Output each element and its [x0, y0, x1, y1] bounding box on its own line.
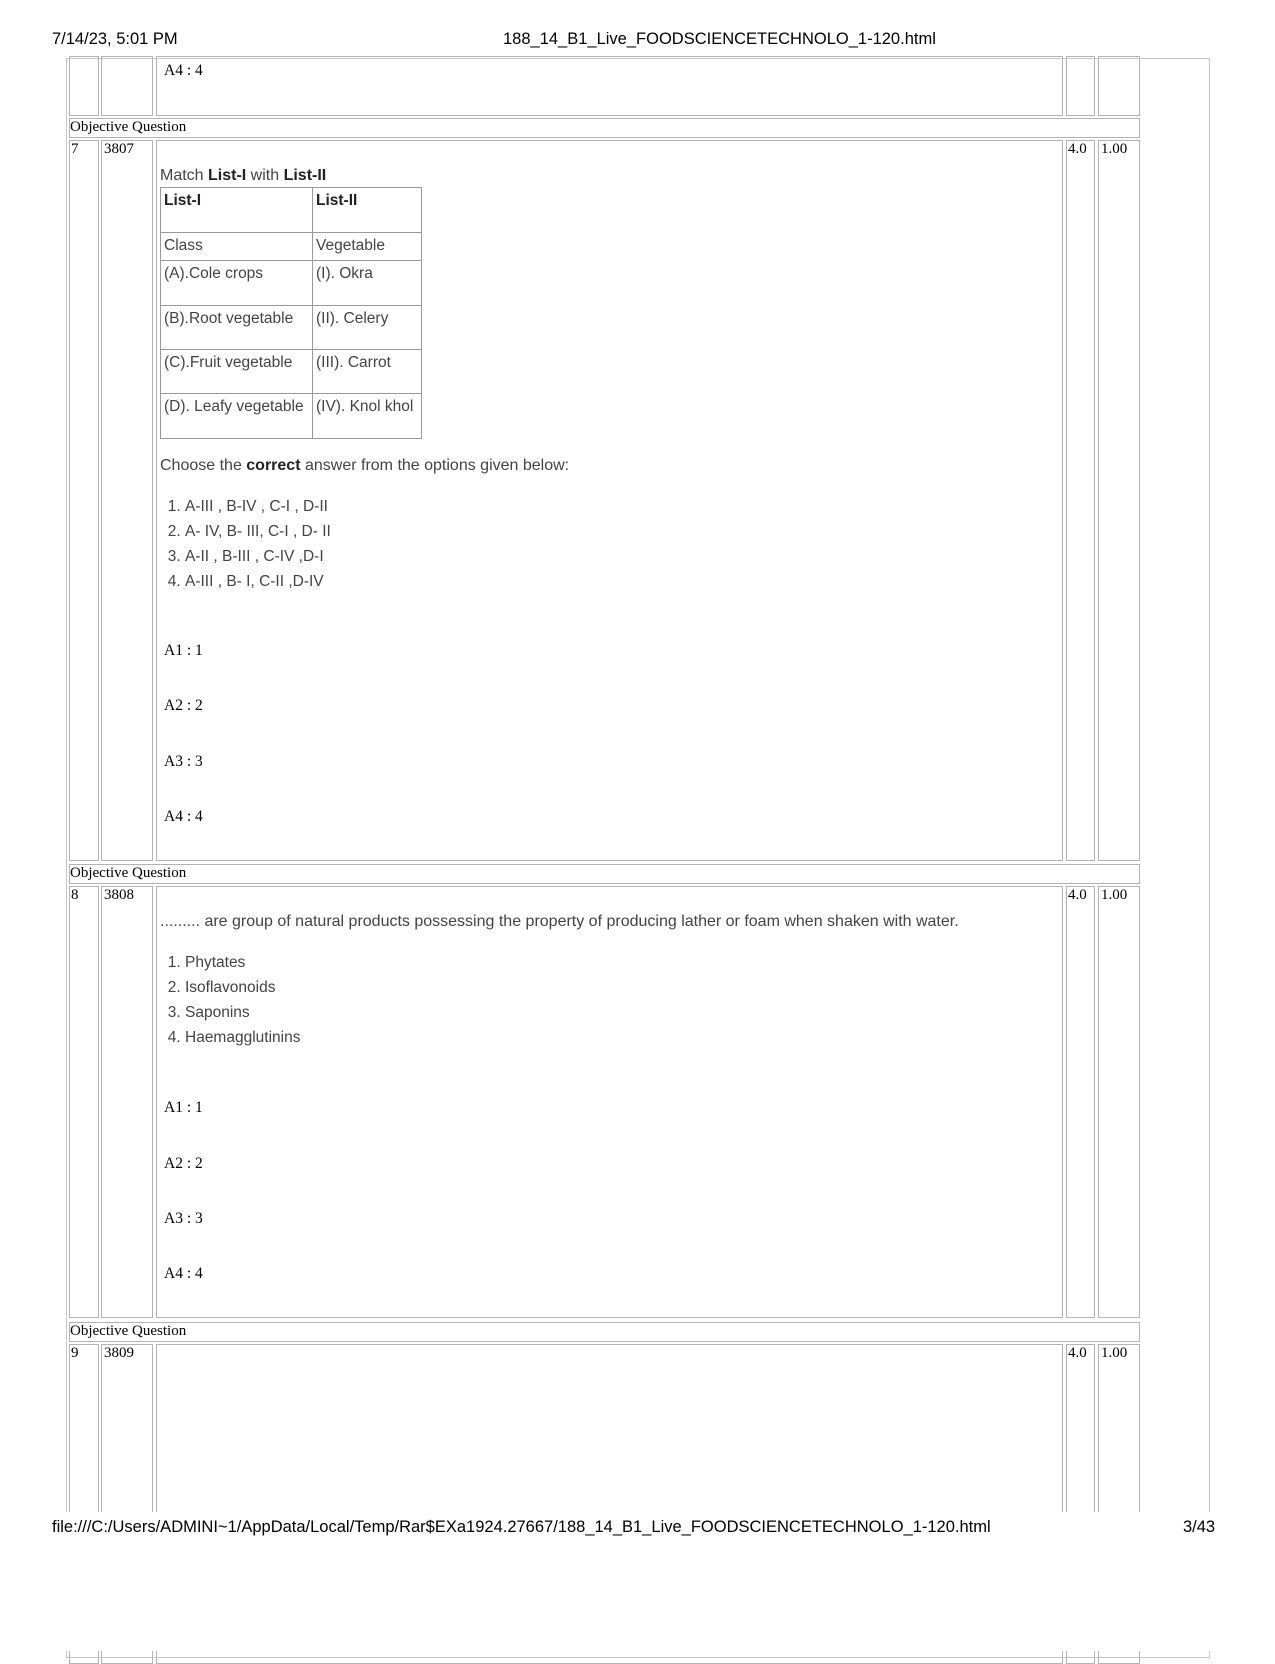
prev-content-cell	[156, 56, 1063, 116]
q7-num-cell	[69, 140, 99, 861]
q8-option: 2. Isoflavonoids	[185, 975, 300, 1000]
print-page-number: 3/43	[1183, 1518, 1216, 1536]
q7-table-cell: (A).Cole crops	[161, 261, 313, 306]
print-datetime: 7/14/23, 5:01 PM	[52, 30, 178, 48]
q7-table-cell: (III). Carrot	[313, 350, 422, 394]
q7-table-cell: (B).Root vegetable	[161, 306, 313, 350]
q7-id: 3807	[104, 141, 134, 157]
q7-type-row	[69, 118, 1140, 138]
q7-table-cell: Class	[161, 233, 313, 261]
q7-match-table	[160, 187, 422, 439]
q7-number: 7	[71, 141, 79, 157]
q8-number: 8	[71, 887, 79, 903]
q7-instruction: Choose the correct answer from the options given below:	[160, 457, 570, 474]
q9-type-label: Objective Question	[70, 1323, 187, 1339]
q9-number: 9	[71, 1345, 79, 1361]
q7-table-cell: Vegetable	[313, 233, 422, 261]
q8-answer-3: A3 : 3	[164, 1210, 203, 1227]
prev-num-cell	[69, 56, 99, 116]
q7-marks: 4.0	[1068, 141, 1087, 157]
q7-option: 4. A-III , B- I, C-II ,D-IV	[185, 569, 331, 594]
q8-negative: 1.00	[1101, 887, 1128, 903]
q8-options-list	[150, 950, 300, 1050]
q7-table-cell: (IV). Knol khol	[313, 394, 422, 439]
q8-answer-4: A4 : 4	[164, 1265, 203, 1282]
q8-answer-2: A2 : 2	[164, 1155, 203, 1172]
q8-marks-cell	[1066, 886, 1095, 1318]
q8-answer-1: A1 : 1	[164, 1099, 203, 1116]
q7-answer-3: A3 : 3	[164, 753, 203, 770]
q7-answer-1: A1 : 1	[164, 642, 203, 659]
q7-option: 1. A-III , B-IV , C-I , D-II	[185, 494, 331, 519]
q7-id-cell	[101, 140, 153, 861]
q7-type-label: Objective Question	[70, 119, 187, 135]
q9-type-row	[69, 1322, 1140, 1342]
q7-option: 2. A- IV, B- III, C-I , D- II	[185, 519, 331, 544]
prev-answer-4: A4 : 4	[164, 62, 203, 79]
q8-type-label: Objective Question	[70, 865, 187, 881]
q7-table-cell: (C).Fruit vegetable	[161, 350, 313, 394]
q7-negative-cell	[1098, 140, 1140, 861]
q7-table-header-list1: List-I	[164, 192, 202, 209]
q8-marks: 4.0	[1068, 887, 1087, 903]
q8-question-text: ......... are group of natural products possessing the property of producing lather or foam when shaken with water.	[160, 913, 959, 930]
print-page-title: 188_14_B1_Live_FOODSCIENCETECHNOLO_1-120.html	[503, 30, 936, 48]
q8-type-row	[69, 864, 1140, 884]
q7-marks-cell	[1066, 140, 1095, 861]
q8-num-cell	[69, 886, 99, 1318]
q7-answer-2: A2 : 2	[164, 697, 203, 714]
q9-id: 3809	[104, 1345, 134, 1361]
q7-table-header-list2: List-II	[316, 192, 358, 209]
prev-negative-cell	[1098, 56, 1140, 116]
q9-marks: 4.0	[1068, 1345, 1087, 1361]
q8-option: 3. Saponins	[185, 1000, 300, 1025]
q7-negative: 1.00	[1101, 141, 1128, 157]
q8-option: 4. Haemagglutinins	[185, 1025, 300, 1050]
print-file-path: file:///C:/Users/ADMINI~1/AppData/Local/Temp/Rar$EXa1924.27667/188_14_B1_Live_FOODSCIENCETECHNOLO_1-120.html	[52, 1518, 991, 1536]
q7-table-cell: (D). Leafy vegetable	[161, 394, 313, 439]
prev-id-cell	[101, 56, 153, 116]
q7-options-list	[150, 494, 331, 594]
q8-negative-cell	[1098, 886, 1140, 1318]
q8-id: 3808	[104, 887, 134, 903]
q7-answer-4: A4 : 4	[164, 808, 203, 825]
q7-intro: Match List-I with List-II	[160, 167, 327, 184]
prev-marks-cell	[1066, 56, 1095, 116]
q7-table-cell: (II). Celery	[313, 306, 422, 350]
q7-table-cell: (I). Okra	[313, 261, 422, 306]
q7-option: 3. A-II , B-III , C-IV ,D-I	[185, 544, 331, 569]
q9-negative: 1.00	[1101, 1345, 1128, 1361]
q8-id-cell	[101, 886, 153, 1318]
q8-option: 1. Phytates	[185, 950, 300, 975]
